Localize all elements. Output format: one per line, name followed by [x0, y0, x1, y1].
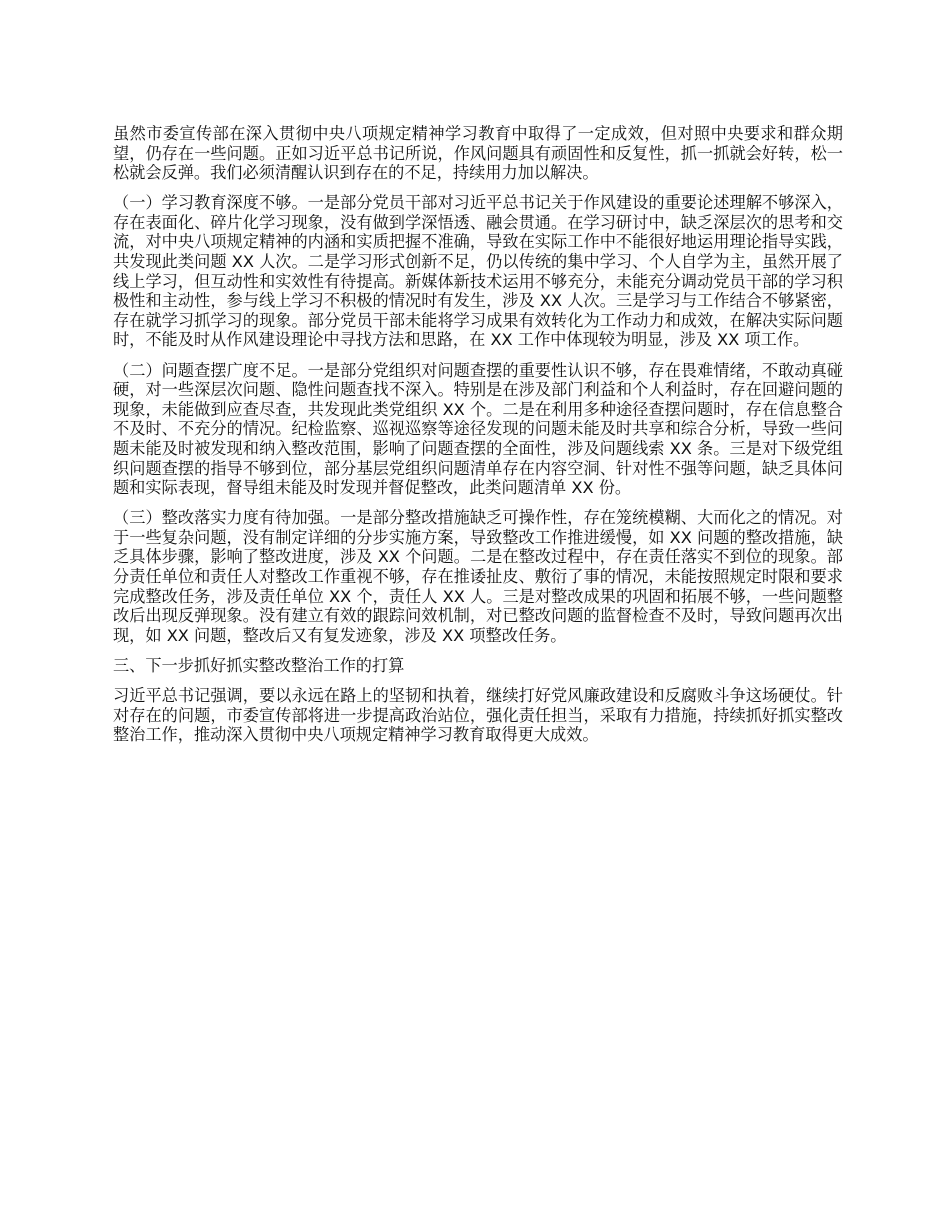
intro-paragraph: 虽然市委宣传部在深入贯彻中央八项规定精神学习教育中取得了一定成效，但对照中央要求和群众期望，仍存在一些问题。正如习近平总书记所说，作风问题具有顽固性和反复性，抓一抓就会好转，松一松就会反弹。我们必须清醒认识到存在的不足，持续用力加以解决。	[113, 124, 843, 183]
closing-paragraph: 习近平总书记强调，要以永远在路上的坚韧和执着，继续打好党风廉政建设和反腐败斗争这场硬仗。针对存在的问题，市委宣传部将进一步提高政治站位，强化责任担当，采取有力措施，持续抓好抓实整改整治工作，推动深入贯彻中央八项规定精神学习教育取得更大成效。	[113, 685, 843, 745]
document-page	[113, 124, 843, 755]
section-two-paragraph: （二）问题查摆广度不足。一是部分党组织对问题查摆的重要性认识不够，存在畏难情绪，不敢动真碰硬，对一些深层次问题、隐性问题查找不深入。特别是在涉及部门利益和个人利益时，存在回避问题的现象，未能做到应查尽查，共发现此类党组织 XX 个。二是在利用多种途径查摆问题时，存在信息整合不及时、不充分的情况。纪检监察、巡视巡察等途径发现的问题未能及时共享和综合分析，导致一些问题未能及时被发现和纳入整改范围，影响了问题查摆的全面性，涉及问题线索 XX 条。三是对下级党组织问题查摆的指导不够到位，部分基层党组织问题清单存在内容空洞、针对性不强等问题，缺乏具体问题和实际表现，督导组未能及时发现并督促整改，此类问题清单 XX 份。	[113, 360, 843, 498]
section-heading: 三、下一步抓好抓实整改整治工作的打算	[113, 655, 405, 675]
section-three-paragraph: （三）整改落实力度有待加强。一是部分整改措施缺乏可操作性，存在笼统模糊、大而化之的情况。对于一些复杂问题，没有制定详细的分步实施方案，导致整改工作推进缓慢，如 XX 问题的整改措施，缺乏具体步骤，影响了整改进度，涉及 XX 个问题。二是在整改过程中，存在责任落实不到位的现象。部分责任单位和责任人对整改工作重视不够，存在推诿扯皮、敷衍了事的情况，未能按照规定时限和要求完成整改任务，涉及责任单位 XX 个，责任人 XX 人。三是对整改成果的巩固和拓展不够，一些问题整改后出现反弹现象。没有建立有效的跟踪问效机制，对已整改问题的监督检查不及时，导致问题再次出现，如 XX 问题，整改后又有复发迹象，涉及 XX 项整改任务。	[113, 508, 843, 645]
section-one-paragraph: （一）学习教育深度不够。一是部分党员干部对习近平总书记关于作风建设的重要论述理解不够深入，存在表面化、碎片化学习现象，没有做到学深悟透、融会贯通。在学习研讨中，缺乏深层次的思考和交流，对中央八项规定精神的内涵和实质把握不准确，导致在实际工作中不能很好地运用理论指导实践，共发现此类问题 XX 人次。二是学习形式创新不足，仍以传统的集中学习、个人自学为主，虽然开展了线上学习，但互动性和实效性有待提高。新媒体新技术运用不够充分，未能充分调动党员干部的学习积极性和主动性，参与线上学习不积极的情况时有发生，涉及 XX 人次。三是学习与工作结合不够紧密，存在就学习抓学习的现象。部分党员干部未能将学习成果有效转化为工作动力和成效，在解决实际问题时，不能及时从作风建设理论中寻找方法和思路，在 XX 工作中体现较为明显，涉及 XX 项工作。	[113, 193, 843, 350]
